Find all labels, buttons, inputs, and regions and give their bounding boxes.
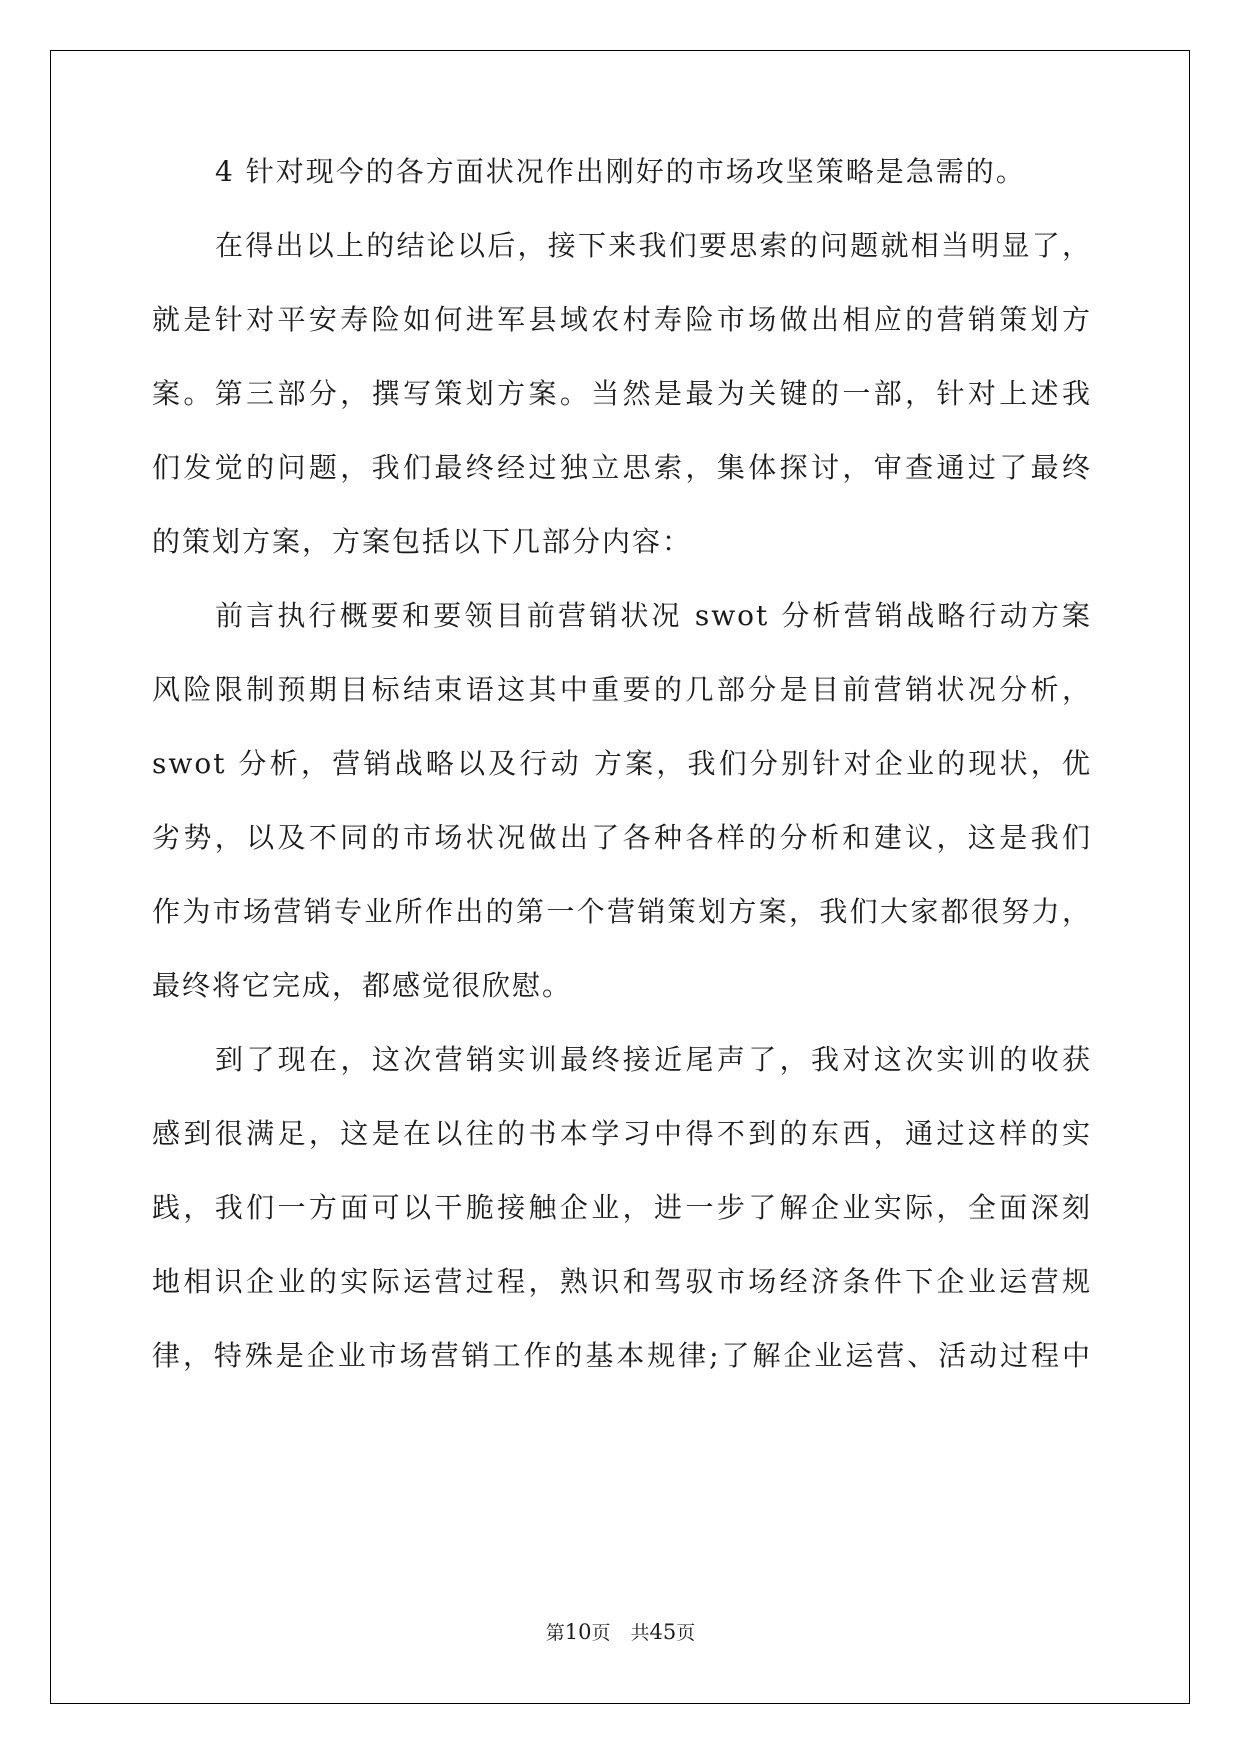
text-line: 们发觉的问题，我们最终经过独立思索，集体探讨，审查通过了最终 [152,451,1092,484]
page-footer [0,1618,1241,1645]
page-total: 45 [649,1620,677,1644]
text-line: 风险限制预期目标结束语这其中重要的几部分是目前营销状况分析， [152,673,1092,706]
total-prefix: 共 [630,1622,650,1644]
text-line: 4 针对现今的各方面状况作出刚好的市场攻坚策略是急需的。 [215,155,1026,188]
text-line: 前言执行概要和要领目前营销状况 swot 分析营销战略行动方案 [215,599,1092,632]
text-line: 就是针对平安寿险如何进军县域农村寿险市场做出相应的营销策划方 [152,303,1092,336]
text-line: 感到很满足，这是在以往的书本学习中得不到的东西，通过这样的实 [152,1117,1092,1150]
page-current: 10 [564,1620,592,1644]
text-line: 地相识企业的实际运营过程，熟识和驾驭市场经济条件下企业运营规 [152,1265,1092,1298]
text-line: 律，特殊是企业市场营销工作的基本规律;了解企业运营、活动过程中 [152,1339,1092,1372]
text-line: 践，我们一方面可以干脆接触企业，进一步了解企业实际，全面深刻 [152,1191,1092,1224]
text-line: swot 分析，营销战略以及行动 方案，我们分别针对企业的现状，优 [152,747,1092,780]
text-line: 作为市场营销专业所作出的第一个营销策划方案，我们大家都很努力， [152,895,1092,928]
text-line: 最终将它完成，都感觉很欣慰。 [152,969,573,1002]
text-line: 在得出以上的结论以后，接下来我们要思索的问题就相当明显了， [215,229,1092,262]
total-suffix: 页 [676,1622,696,1644]
text-line: 到了现在，这次营销实训最终接近尾声了，我对这次实训的收获 [215,1043,1092,1076]
page-mid: 页 [591,1622,611,1644]
text-line: 的策划方案，方案包括以下几部分内容： [152,525,693,558]
text-line: 案。第三部分，撰写策划方案。当然是最为关键的一部，针对上述我 [152,377,1092,410]
page-prefix: 第 [545,1622,565,1644]
text-line: 劣势，以及不同的市场状况做出了各种各样的分析和建议，这是我们 [152,821,1092,854]
